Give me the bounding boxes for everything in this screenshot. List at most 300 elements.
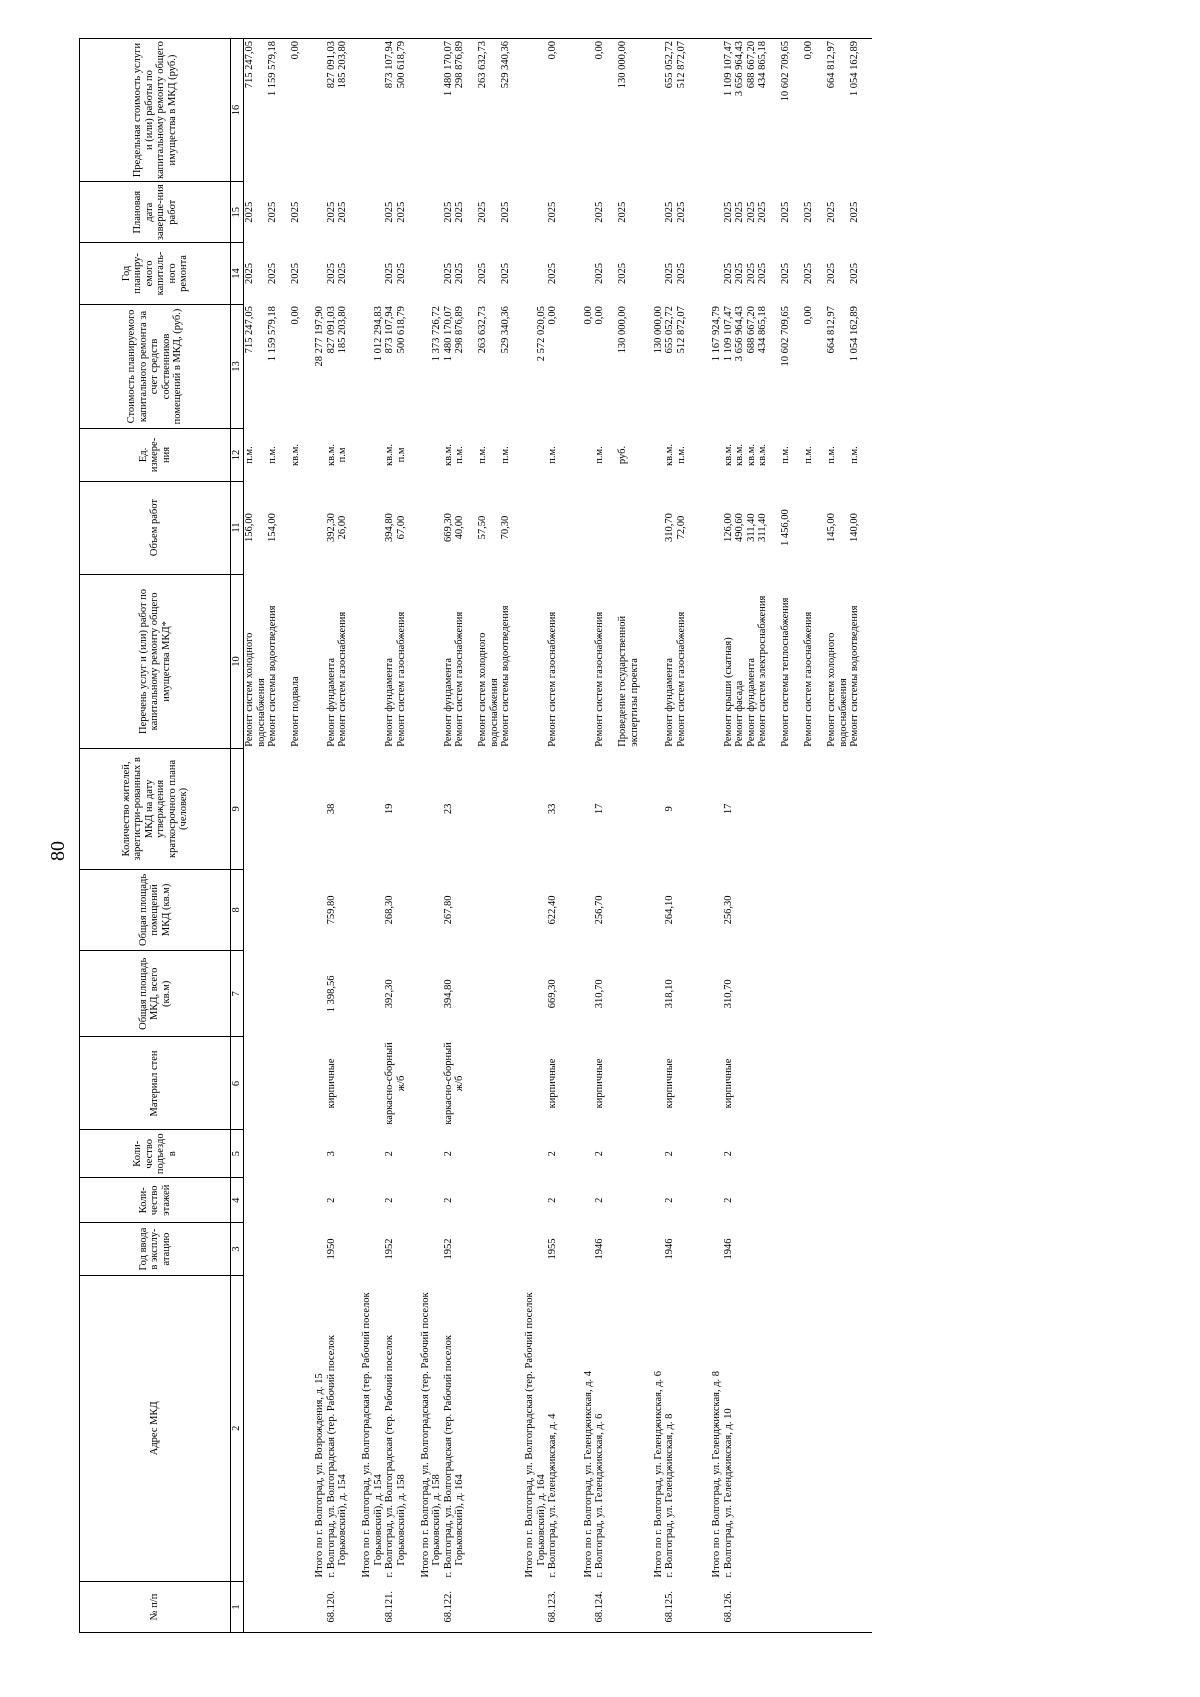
empty-cell <box>640 749 664 869</box>
plan-year-value: 2025 <box>664 262 675 284</box>
cell-end-date <box>384 182 419 243</box>
unit-value: п.м. <box>849 446 860 464</box>
building-address-text: г. Волгоград, ул. Волгоградская (тер. Рабочий поселок Горьковский), д. 158 <box>384 1335 407 1578</box>
empty-cell <box>302 429 326 481</box>
limit-value: 500 618,79 <box>395 41 407 89</box>
unit-value: кв.м. <box>722 443 734 466</box>
entrances-count <box>326 1130 361 1178</box>
end-date-value: 2025 <box>734 201 745 223</box>
total-area-text: 394,80 <box>442 979 454 1009</box>
empty-cell <box>302 749 326 869</box>
work-value: Ремонт системы теплоснабжения <box>780 597 791 747</box>
cell-unit <box>723 429 873 481</box>
empty-cell <box>419 182 443 243</box>
entrances-count-text: 2 <box>442 1151 454 1157</box>
unit-value: п.м <box>395 447 407 463</box>
empty-cell <box>360 951 384 1037</box>
empty-cell <box>523 749 547 869</box>
entrances-count-text: 2 <box>384 1151 395 1157</box>
work-value: Ремонт систем холодного водоснабжения <box>477 632 500 747</box>
plan-year-value: 2025 <box>442 262 454 284</box>
total-area <box>594 951 640 1037</box>
subtotal-cost: 1 167 924,79 <box>711 306 722 362</box>
end-date-value: 2025 <box>675 201 687 223</box>
cell-work <box>443 574 524 749</box>
building-address-text: г. Волгоград, ул. Волгоградская (тер. Рабочий поселок Горьковский), д. 154 <box>325 1335 348 1578</box>
plan-year-value: 2025 <box>267 262 278 284</box>
column-header: Стоимость планируемого капитального ремонта за счет средств собственников помещений в МКД, (руб.) <box>80 304 231 429</box>
total-area-text: 1 398,56 <box>325 975 337 1013</box>
limit-value: 827 091,03 <box>325 41 337 89</box>
empty-cell <box>640 1223 664 1275</box>
cell-volume <box>547 481 570 574</box>
empty-cell <box>523 243 547 304</box>
volume-value: 126,00 <box>722 513 734 543</box>
column-number-row <box>231 39 244 1633</box>
empty-cell <box>570 1223 594 1275</box>
work-value: Ремонт систем газоснабжения <box>337 611 348 747</box>
cell-end-date <box>547 182 570 243</box>
building-address-text: г. Волгоград, ул. Геленджикская, д. 4 <box>547 1413 558 1578</box>
cost-value: 130 000,00 <box>617 306 628 354</box>
empty-cell <box>570 1178 594 1223</box>
column-number: 3 <box>231 1223 244 1275</box>
year-built-text: 1950 <box>325 1238 337 1260</box>
premises-area <box>723 869 873 951</box>
building-address <box>723 1275 873 1581</box>
floors-count-text: 2 <box>325 1197 337 1203</box>
entrances-count-text: 2 <box>664 1151 675 1157</box>
wall-material-text: кирпичные <box>325 1058 337 1109</box>
cell-cost <box>244 304 302 429</box>
work-value: Ремонт системы водоотведения <box>267 605 278 747</box>
subtotal-cost: 1 012 294,83 <box>372 306 384 362</box>
building-address-text: г. Волгоград, ул. Волгоградская (тер. Рабочий поселок Горьковский), д. 164 <box>442 1335 465 1578</box>
plan-year-value: 2025 <box>337 262 348 284</box>
column-number: 1 <box>231 1581 244 1632</box>
limit-value: 10 602 709,65 <box>780 41 791 102</box>
volume-value <box>803 483 826 572</box>
total-area-text: 310,70 <box>594 979 605 1009</box>
volume-value: 156,00 <box>244 513 255 543</box>
building-address <box>664 1275 699 1581</box>
end-date-value: 2025 <box>454 201 465 223</box>
total-area-text: 392,30 <box>384 979 395 1009</box>
plan-year-value: 2025 <box>454 262 465 284</box>
row-number <box>664 1581 699 1632</box>
row-number <box>547 1581 570 1632</box>
empty-cell <box>570 749 594 869</box>
repair-plan-table <box>79 38 872 1633</box>
empty-cell <box>523 951 547 1037</box>
plan-year-value: 2025 <box>803 262 814 284</box>
wall-material <box>326 1037 361 1130</box>
cost-value: 529 340,36 <box>500 306 511 354</box>
empty-cell <box>640 39 664 182</box>
cost-value: 0,00 <box>547 306 558 325</box>
subtotal-label <box>419 1275 443 1581</box>
empty-cell <box>699 1037 723 1130</box>
year-built-text: 1946 <box>664 1238 675 1260</box>
cost-value: 1 054 162,89 <box>849 306 860 362</box>
empty-cell <box>302 1037 326 1130</box>
residents-count <box>723 749 873 869</box>
limit-value: 3 656 964,43 <box>734 41 745 97</box>
empty-cell <box>640 951 664 1037</box>
empty-cell <box>419 1581 443 1632</box>
floors-count <box>244 1178 302 1223</box>
work-value: Ремонт фундамента <box>664 657 675 747</box>
building-address <box>244 1275 302 1581</box>
limit-value: 873 107,94 <box>384 41 395 89</box>
empty-cell <box>570 1130 594 1178</box>
subtotal-label-text: Итого по г. Волгоград, ул. Возрождения, д. 15 <box>314 1373 325 1578</box>
floors-count <box>326 1178 361 1223</box>
wall-material-text: кирпичные <box>594 1058 605 1109</box>
total-area-text: 310,70 <box>722 979 734 1009</box>
unit-value: кв.м. <box>384 443 395 466</box>
cost-value: 185 203,80 <box>337 306 348 354</box>
cost-value: 664 812,97 <box>826 306 837 354</box>
empty-cell <box>360 749 384 869</box>
floors-count <box>664 1178 699 1223</box>
empty-cell <box>699 39 723 182</box>
empty-cell <box>302 869 326 951</box>
empty-cell <box>419 481 443 574</box>
floors-count <box>443 1178 524 1223</box>
end-date-value: 2025 <box>477 201 488 223</box>
cell-limit <box>723 39 873 182</box>
subtotal-label <box>640 1275 664 1581</box>
end-date-value: 2025 <box>442 201 454 223</box>
subtotal-row <box>640 39 664 1633</box>
row-number-text: 68.123. <box>547 1590 558 1623</box>
plan-year-value: 2025 <box>594 262 605 284</box>
empty-cell <box>419 749 443 869</box>
column-header: Перечень услуг и (или) работ по капитальному ремонту общего имущества МКД* <box>80 574 231 749</box>
year-built-text: 1946 <box>594 1238 605 1260</box>
row-number <box>443 1581 524 1632</box>
empty-cell <box>360 243 384 304</box>
unit-value: руб. <box>617 445 628 465</box>
cell-cost <box>326 304 361 429</box>
entrances-count-text: 2 <box>722 1151 734 1157</box>
cell-limit <box>547 39 570 182</box>
building-address <box>326 1275 361 1581</box>
empty-cell <box>699 1130 723 1178</box>
year-built <box>244 1223 302 1275</box>
plan-year-value: 2025 <box>849 262 860 284</box>
column-header: Предельная стоимость услуги и (или) работы по капитальному ремонту общего имущества в МКД (руб.) <box>80 39 231 182</box>
entrances-count <box>723 1130 873 1178</box>
column-number: 9 <box>231 749 244 869</box>
cell-plan-year <box>723 243 873 304</box>
premises-area-text: 264,10 <box>664 895 675 925</box>
subtotal-row <box>360 39 384 1633</box>
work-value: Ремонт систем газоснабжения <box>594 611 605 747</box>
empty-cell <box>523 1037 547 1130</box>
cell-work <box>664 574 699 749</box>
entrances-count-text: 3 <box>325 1151 337 1157</box>
plan-year-value: 2025 <box>244 262 255 284</box>
column-header: Количество жителей, зарегистри-рованных в МКД на дату утверждения краткосрочного плана (человек) <box>80 749 231 869</box>
empty-cell <box>699 1581 723 1632</box>
empty-cell <box>302 1581 326 1632</box>
residents-count-text: 9 <box>664 806 675 812</box>
subtotal-row <box>570 39 594 1633</box>
empty-cell <box>640 574 664 749</box>
total-area-text: 669,30 <box>547 979 558 1009</box>
cell-unit <box>547 429 570 481</box>
subtotal-label <box>570 1275 594 1581</box>
empty-cell <box>419 1130 443 1178</box>
subtotal-label <box>523 1275 547 1581</box>
empty-cell <box>640 481 664 574</box>
cost-value: 1 159 579,18 <box>267 306 278 362</box>
work-value: Ремонт систем газоснабжения <box>803 611 814 747</box>
entrances-count <box>594 1130 640 1178</box>
empty-cell <box>523 1178 547 1223</box>
year-built <box>443 1223 524 1275</box>
empty-cell <box>570 1037 594 1130</box>
subtotal-row <box>699 39 723 1633</box>
empty-cell <box>699 951 723 1037</box>
unit-value: п.м. <box>267 446 278 464</box>
column-header: Материал стен <box>80 1037 231 1130</box>
cell-cost <box>723 304 873 429</box>
empty-cell <box>360 429 384 481</box>
empty-cell <box>302 481 326 574</box>
residents-count <box>547 749 570 869</box>
cell-plan-year <box>664 243 699 304</box>
subtotal-cost: 0,00 <box>582 306 594 325</box>
cell-end-date <box>443 182 524 243</box>
floors-count <box>547 1178 570 1223</box>
empty-cell <box>640 1037 664 1130</box>
year-built <box>326 1223 361 1275</box>
empty-cell <box>570 1581 594 1632</box>
row-number-text: 68.122. <box>442 1590 454 1623</box>
limit-value: 130 000,00 <box>617 41 628 89</box>
end-date-value: 2025 <box>780 201 791 223</box>
plan-year-value: 2025 <box>675 262 687 284</box>
limit-value: 1 159 579,18 <box>267 41 278 97</box>
row-number <box>594 1581 640 1632</box>
cost-value: 688 667,20 <box>745 306 757 354</box>
premises-area <box>594 869 640 951</box>
total-area-text: 318,10 <box>664 979 675 1009</box>
premises-area-text: 268,30 <box>384 895 395 925</box>
column-header: Плановая дата заверше-ния работ <box>80 182 231 243</box>
column-number: 11 <box>231 481 244 574</box>
empty-cell <box>640 429 664 481</box>
volume-value: 26,00 <box>337 515 348 540</box>
unit-value: кв.м. <box>325 443 337 466</box>
empty-cell <box>570 574 594 749</box>
residents-count <box>664 749 699 869</box>
unit-value: п.м. <box>454 446 465 464</box>
cell-cost <box>443 304 524 429</box>
residents-count <box>326 749 361 869</box>
entrances-count <box>384 1130 419 1178</box>
work-value: Ремонт систем газоснабжения <box>675 611 687 747</box>
subtotal-label-text: Итого по г. Волгоград, ул. Волгоградская (тер. Рабочий поселок Горьковский), д. 154 <box>361 1292 384 1578</box>
row-number-text: 68.124. <box>594 1590 605 1623</box>
subtotal-row <box>523 39 547 1633</box>
building-address-text: г. Волгоград, ул. Геленджикская, д. 6 <box>594 1413 605 1578</box>
wall-material <box>664 1037 699 1130</box>
cell-work <box>723 574 873 749</box>
unit-value: п.м. <box>594 446 605 464</box>
building-row <box>326 39 361 1633</box>
end-date-value: 2025 <box>384 201 395 223</box>
subtotal-row <box>302 39 326 1633</box>
plan-year-value: 2025 <box>500 262 511 284</box>
building-row <box>664 39 699 1633</box>
premises-area <box>244 869 302 951</box>
year-built <box>664 1223 699 1275</box>
cell-unit <box>384 429 419 481</box>
wall-material-text: кирпичные <box>664 1058 675 1109</box>
subtotal-label <box>699 1275 723 1581</box>
year-built <box>547 1223 570 1275</box>
cell-limit <box>326 39 361 182</box>
column-header: Ед. измере-ния <box>80 429 231 481</box>
plan-year-value: 2025 <box>395 262 407 284</box>
empty-cell <box>419 243 443 304</box>
column-number: 14 <box>231 243 244 304</box>
cell-volume <box>443 481 524 574</box>
residents-count-text: 33 <box>547 803 558 815</box>
cost-value: 263 632,73 <box>477 306 488 354</box>
end-date-value: 2025 <box>267 201 278 223</box>
end-date-value: 2025 <box>244 201 255 223</box>
limit-value: 1 480 170,07 <box>442 41 454 97</box>
cell-plan-year <box>326 243 361 304</box>
cell-end-date <box>664 182 699 243</box>
end-date-value: 2025 <box>664 201 675 223</box>
volume-value: 392,30 <box>325 513 337 543</box>
end-date-value: 2025 <box>757 201 768 223</box>
premises-area <box>326 869 361 951</box>
end-date-value: 2025 <box>547 201 558 223</box>
empty-cell <box>419 869 443 951</box>
unit-value: п.м. <box>500 446 511 464</box>
residents-count <box>443 749 524 869</box>
cost-value: 1 480 170,07 <box>442 306 454 362</box>
empty-cell <box>302 951 326 1037</box>
volume-value <box>290 483 302 572</box>
total-area <box>723 951 873 1037</box>
empty-cell <box>523 39 547 182</box>
unit-value: п.м. <box>244 446 255 464</box>
empty-cell <box>640 1581 664 1632</box>
volume-value: 154,00 <box>267 513 278 543</box>
empty-cell <box>360 1130 384 1178</box>
work-value: Ремонт систем холодного водоснабжения <box>244 632 267 747</box>
cell-plan-year <box>443 243 524 304</box>
entrances-count <box>443 1130 524 1178</box>
limit-value: 1 054 162,89 <box>849 41 860 97</box>
cell-work <box>547 574 570 749</box>
cost-value: 0,00 <box>803 306 814 325</box>
empty-cell <box>699 574 723 749</box>
empty-cell <box>523 869 547 951</box>
residents-count-text: 19 <box>384 803 395 815</box>
wall-material <box>384 1037 419 1130</box>
floors-count-text: 2 <box>442 1197 454 1203</box>
column-header: Объем работ <box>80 481 231 574</box>
end-date-value: 2025 <box>325 201 337 223</box>
work-value: Ремонт фундамента <box>325 657 337 747</box>
premises-area-text: 256,70 <box>594 895 605 925</box>
unit-value: кв.м. <box>664 443 675 466</box>
building-row <box>244 39 302 1633</box>
floors-count <box>723 1178 873 1223</box>
unit-value: кв.м. <box>734 443 745 466</box>
floors-count-text: 2 <box>594 1197 605 1203</box>
empty-cell <box>640 182 664 243</box>
floors-count <box>594 1178 640 1223</box>
volume-value <box>617 483 640 572</box>
cell-cost <box>384 304 419 429</box>
premises-area <box>443 869 524 951</box>
subtotal-label-text: Итого по г. Волгоград, ул. Геленджикская, д. 4 <box>582 1370 594 1578</box>
residents-count-text: 23 <box>442 803 454 815</box>
limit-value: 0,00 <box>594 41 605 60</box>
volume-value: 310,70 <box>664 513 675 543</box>
cell-volume <box>244 481 302 574</box>
wall-material-text: каркасно-сборный ж/б <box>442 1042 465 1125</box>
cell-volume <box>664 481 699 574</box>
empty-cell <box>523 1223 547 1275</box>
page-number: 80 <box>47 841 69 861</box>
volume-value: 311,40 <box>745 513 757 542</box>
residents-count <box>384 749 419 869</box>
subtotal-label-text: Итого по г. Волгоград, ул. Геленджикская, д. 8 <box>711 1370 722 1578</box>
year-built-text: 1946 <box>722 1238 734 1260</box>
column-number: 12 <box>231 429 244 481</box>
entrances-count-text: 2 <box>594 1151 605 1157</box>
residents-count-text: 17 <box>594 803 605 815</box>
cost-value: 434 865,18 <box>757 306 768 354</box>
empty-cell <box>360 1037 384 1130</box>
empty-cell <box>302 39 326 182</box>
cell-plan-year <box>547 243 570 304</box>
empty-cell <box>523 182 547 243</box>
cell-unit <box>244 429 302 481</box>
building-row <box>723 39 873 1633</box>
cell-end-date <box>723 182 873 243</box>
column-header: Год ввода в эксплу-атацию <box>80 1223 231 1275</box>
cost-value: 500 618,79 <box>395 306 407 354</box>
cell-unit <box>664 429 699 481</box>
cell-plan-year <box>384 243 419 304</box>
volume-value: 57,50 <box>477 515 488 540</box>
cell-end-date <box>594 182 640 243</box>
limit-value: 512 872,07 <box>675 41 687 89</box>
empty-cell <box>419 1178 443 1223</box>
row-number-text: 68.126. <box>722 1590 734 1623</box>
entrances-count-text: 2 <box>547 1151 558 1157</box>
empty-cell <box>360 1223 384 1275</box>
cell-volume <box>384 481 419 574</box>
plan-year-value: 2025 <box>384 262 395 284</box>
empty-cell <box>302 182 326 243</box>
work-value: Ремонт системы водоотведения <box>849 605 860 747</box>
cell-limit <box>244 39 302 182</box>
work-value: Ремонт крыши (скатная) <box>722 637 734 747</box>
